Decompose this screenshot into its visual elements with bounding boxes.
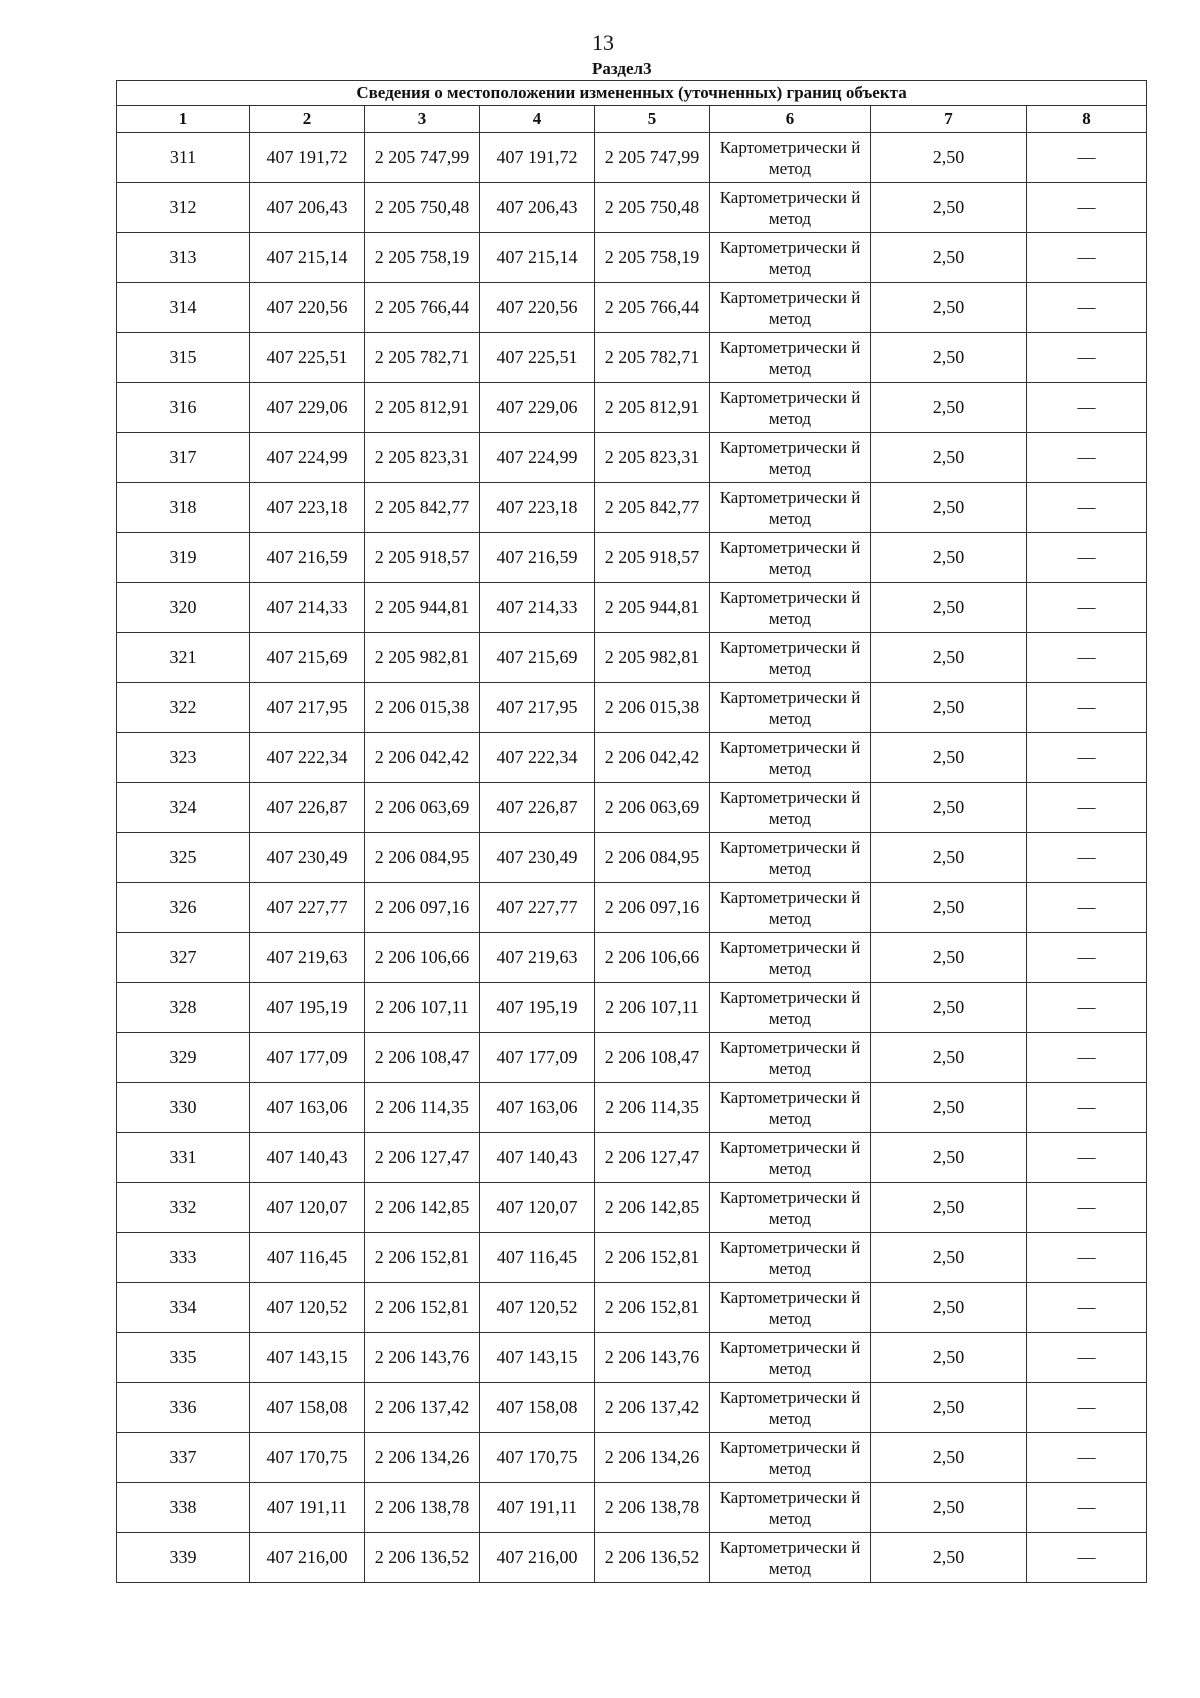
table-row: [117, 1083, 1147, 1133]
y-new-cell: 2 206 152,81: [595, 1283, 710, 1333]
y-old-cell: 2 205 918,57: [365, 533, 480, 583]
method-cell: Картометрически й метод: [710, 1033, 871, 1083]
point-number-cell: 337: [117, 1433, 250, 1483]
method-cell: Картометрически й метод: [710, 283, 871, 333]
x-old-cell: 407 163,06: [250, 1083, 365, 1133]
x-old-cell: 407 227,77: [250, 883, 365, 933]
y-new-cell: 2 205 812,91: [595, 383, 710, 433]
point-number-cell: 323: [117, 733, 250, 783]
y-new-cell: 2 206 138,78: [595, 1483, 710, 1533]
column-number: 4: [480, 106, 595, 133]
accuracy-cell: 2,50: [871, 783, 1027, 833]
point-number-cell: 329: [117, 1033, 250, 1083]
x-new-cell: 407 143,15: [480, 1333, 595, 1383]
accuracy-cell: 2,50: [871, 283, 1027, 333]
x-old-cell: 407 216,00: [250, 1533, 365, 1583]
description-cell: —: [1027, 933, 1147, 983]
y-old-cell: 2 205 982,81: [365, 633, 480, 683]
method-cell: Картометрически й метод: [710, 383, 871, 433]
y-old-cell: 2 205 842,77: [365, 483, 480, 533]
y-new-cell: 2 205 918,57: [595, 533, 710, 583]
accuracy-cell: 2,50: [871, 133, 1027, 183]
table-row: [117, 983, 1147, 1033]
point-number-cell: 330: [117, 1083, 250, 1133]
x-old-cell: 407 206,43: [250, 183, 365, 233]
accuracy-cell: 2,50: [871, 1283, 1027, 1333]
x-new-cell: 407 215,69: [480, 633, 595, 683]
x-new-cell: 407 230,49: [480, 833, 595, 883]
description-cell: —: [1027, 1133, 1147, 1183]
accuracy-cell: 2,50: [871, 1383, 1027, 1433]
x-old-cell: 407 219,63: [250, 933, 365, 983]
accuracy-cell: 2,50: [871, 383, 1027, 433]
method-cell: Картометрически й метод: [710, 683, 871, 733]
y-old-cell: 2 206 015,38: [365, 683, 480, 733]
table-row: [117, 383, 1147, 433]
table-row: [117, 1383, 1147, 1433]
accuracy-cell: 2,50: [871, 1333, 1027, 1383]
method-cell: Картометрически й метод: [710, 1183, 871, 1233]
y-new-cell: 2 206 106,66: [595, 933, 710, 983]
y-new-cell: 2 205 944,81: [595, 583, 710, 633]
x-new-cell: 407 158,08: [480, 1383, 595, 1433]
y-new-cell: 2 205 747,99: [595, 133, 710, 183]
point-number-cell: 322: [117, 683, 250, 733]
description-cell: —: [1027, 1183, 1147, 1233]
y-new-cell: 2 205 766,44: [595, 283, 710, 333]
point-number-cell: 326: [117, 883, 250, 933]
point-number-cell: 331: [117, 1133, 250, 1183]
point-number-cell: 312: [117, 183, 250, 233]
point-number-cell: 334: [117, 1283, 250, 1333]
point-number-cell: 324: [117, 783, 250, 833]
x-old-cell: 407 191,72: [250, 133, 365, 183]
y-new-cell: 2 205 823,31: [595, 433, 710, 483]
y-old-cell: 2 206 063,69: [365, 783, 480, 833]
table-row: [117, 733, 1147, 783]
accuracy-cell: 2,50: [871, 633, 1027, 683]
table-row: [117, 833, 1147, 883]
accuracy-cell: 2,50: [871, 1083, 1027, 1133]
column-number: 8: [1027, 106, 1147, 133]
accuracy-cell: 2,50: [871, 1233, 1027, 1283]
table-row: [117, 1533, 1147, 1583]
method-cell: Картометрически й метод: [710, 133, 871, 183]
point-number-cell: 319: [117, 533, 250, 583]
table-row: [117, 1483, 1147, 1533]
accuracy-cell: 2,50: [871, 1133, 1027, 1183]
accuracy-cell: 2,50: [871, 183, 1027, 233]
table-row: [117, 633, 1147, 683]
description-cell: —: [1027, 1083, 1147, 1133]
method-cell: Картометрически й метод: [710, 933, 871, 983]
table-row: [117, 1283, 1147, 1333]
x-old-cell: 407 229,06: [250, 383, 365, 433]
x-old-cell: 407 230,49: [250, 833, 365, 883]
accuracy-cell: 2,50: [871, 1533, 1027, 1583]
y-new-cell: 2 206 143,76: [595, 1333, 710, 1383]
y-old-cell: 2 205 782,71: [365, 333, 480, 383]
method-cell: Картометрически й метод: [710, 1383, 871, 1433]
point-number-cell: 332: [117, 1183, 250, 1233]
description-cell: —: [1027, 283, 1147, 333]
x-old-cell: 407 191,11: [250, 1483, 365, 1533]
x-old-cell: 407 116,45: [250, 1233, 365, 1283]
y-old-cell: 2 206 107,11: [365, 983, 480, 1033]
accuracy-cell: 2,50: [871, 733, 1027, 783]
y-new-cell: 2 206 134,26: [595, 1433, 710, 1483]
point-number-cell: 313: [117, 233, 250, 283]
column-number: 5: [595, 106, 710, 133]
x-old-cell: 407 222,34: [250, 733, 365, 783]
y-old-cell: 2 206 143,76: [365, 1333, 480, 1383]
method-cell: Картометрически й метод: [710, 1233, 871, 1283]
x-old-cell: 407 140,43: [250, 1133, 365, 1183]
accuracy-cell: 2,50: [871, 683, 1027, 733]
x-old-cell: 407 215,69: [250, 633, 365, 683]
accuracy-cell: 2,50: [871, 883, 1027, 933]
x-old-cell: 407 216,59: [250, 533, 365, 583]
point-number-cell: 333: [117, 1233, 250, 1283]
x-new-cell: 407 222,34: [480, 733, 595, 783]
table-row: [117, 483, 1147, 533]
description-cell: —: [1027, 533, 1147, 583]
description-cell: —: [1027, 833, 1147, 883]
point-number-cell: 339: [117, 1533, 250, 1583]
x-new-cell: 407 191,11: [480, 1483, 595, 1533]
method-cell: Картометрически й метод: [710, 583, 871, 633]
table-row: [117, 1233, 1147, 1283]
y-new-cell: 2 206 127,47: [595, 1133, 710, 1183]
x-new-cell: 407 195,19: [480, 983, 595, 1033]
x-old-cell: 407 224,99: [250, 433, 365, 483]
y-old-cell: 2 205 823,31: [365, 433, 480, 483]
point-number-cell: 327: [117, 933, 250, 983]
y-new-cell: 2 206 152,81: [595, 1233, 710, 1283]
description-cell: —: [1027, 633, 1147, 683]
y-old-cell: 2 206 137,42: [365, 1383, 480, 1433]
accuracy-cell: 2,50: [871, 233, 1027, 283]
y-old-cell: 2 205 747,99: [365, 133, 480, 183]
x-new-cell: 407 177,09: [480, 1033, 595, 1083]
x-old-cell: 407 177,09: [250, 1033, 365, 1083]
y-old-cell: 2 205 758,19: [365, 233, 480, 283]
y-old-cell: 2 206 084,95: [365, 833, 480, 883]
x-new-cell: 407 225,51: [480, 333, 595, 383]
x-new-cell: 407 224,99: [480, 433, 595, 483]
y-new-cell: 2 205 842,77: [595, 483, 710, 533]
y-new-cell: 2 206 042,42: [595, 733, 710, 783]
y-new-cell: 2 205 758,19: [595, 233, 710, 283]
y-new-cell: 2 206 063,69: [595, 783, 710, 833]
method-cell: Картометрически й метод: [710, 333, 871, 383]
y-old-cell: 2 205 812,91: [365, 383, 480, 433]
method-cell: Картометрически й метод: [710, 483, 871, 533]
x-new-cell: 407 120,52: [480, 1283, 595, 1333]
point-number-cell: 315: [117, 333, 250, 383]
method-cell: Картометрически й метод: [710, 233, 871, 283]
method-cell: Картометрически й метод: [710, 1433, 871, 1483]
y-old-cell: 2 206 152,81: [365, 1233, 480, 1283]
x-new-cell: 407 116,45: [480, 1233, 595, 1283]
description-cell: —: [1027, 133, 1147, 183]
description-cell: —: [1027, 1533, 1147, 1583]
method-cell: Картометрически й метод: [710, 1483, 871, 1533]
method-cell: Картометрически й метод: [710, 633, 871, 683]
column-number: 2: [250, 106, 365, 133]
description-cell: —: [1027, 433, 1147, 483]
y-old-cell: 2 205 944,81: [365, 583, 480, 633]
y-new-cell: 2 206 136,52: [595, 1533, 710, 1583]
x-new-cell: 407 140,43: [480, 1133, 595, 1183]
y-new-cell: 2 205 782,71: [595, 333, 710, 383]
description-cell: —: [1027, 1033, 1147, 1083]
description-cell: —: [1027, 1483, 1147, 1533]
table-row: [117, 533, 1147, 583]
table-row: [117, 1183, 1147, 1233]
x-new-cell: 407 215,14: [480, 233, 595, 283]
column-number: 7: [871, 106, 1027, 133]
x-new-cell: 407 206,43: [480, 183, 595, 233]
method-cell: Картометрически й метод: [710, 833, 871, 883]
table-row: [117, 283, 1147, 333]
x-new-cell: 407 120,07: [480, 1183, 595, 1233]
table-row: [117, 1333, 1147, 1383]
method-cell: Картометрически й метод: [710, 1533, 871, 1583]
description-cell: —: [1027, 583, 1147, 633]
table-row: [117, 133, 1147, 183]
x-new-cell: 407 229,06: [480, 383, 595, 433]
point-number-cell: 325: [117, 833, 250, 883]
column-number: 1: [117, 106, 250, 133]
table-row: [117, 183, 1147, 233]
y-new-cell: 2 206 137,42: [595, 1383, 710, 1433]
x-old-cell: 407 195,19: [250, 983, 365, 1033]
y-old-cell: 2 206 108,47: [365, 1033, 480, 1083]
x-old-cell: 407 214,33: [250, 583, 365, 633]
x-old-cell: 407 120,52: [250, 1283, 365, 1333]
description-cell: —: [1027, 483, 1147, 533]
column-number: 6: [710, 106, 871, 133]
y-new-cell: 2 206 108,47: [595, 1033, 710, 1083]
x-new-cell: 407 219,63: [480, 933, 595, 983]
y-old-cell: 2 205 766,44: [365, 283, 480, 333]
x-old-cell: 407 120,07: [250, 1183, 365, 1233]
y-old-cell: 2 206 114,35: [365, 1083, 480, 1133]
x-old-cell: 407 220,56: [250, 283, 365, 333]
y-old-cell: 2 206 138,78: [365, 1483, 480, 1533]
x-old-cell: 407 217,95: [250, 683, 365, 733]
x-old-cell: 407 215,14: [250, 233, 365, 283]
x-old-cell: 407 226,87: [250, 783, 365, 833]
table-row: [117, 233, 1147, 283]
column-number: 3: [365, 106, 480, 133]
description-cell: —: [1027, 883, 1147, 933]
accuracy-cell: 2,50: [871, 433, 1027, 483]
description-cell: —: [1027, 1333, 1147, 1383]
description-cell: —: [1027, 233, 1147, 283]
table-row: [117, 1433, 1147, 1483]
table-row: [117, 1133, 1147, 1183]
x-old-cell: 407 143,15: [250, 1333, 365, 1383]
x-old-cell: 407 223,18: [250, 483, 365, 533]
x-new-cell: 407 216,59: [480, 533, 595, 583]
method-cell: Картометрически й метод: [710, 1333, 871, 1383]
table-caption: Сведения о местоположении измененных (уточненных) границ объекта: [117, 81, 1147, 106]
x-new-cell: 407 223,18: [480, 483, 595, 533]
table-row: [117, 683, 1147, 733]
y-old-cell: 2 205 750,48: [365, 183, 480, 233]
y-new-cell: 2 205 982,81: [595, 633, 710, 683]
y-new-cell: 2 206 114,35: [595, 1083, 710, 1133]
table-row: [117, 433, 1147, 483]
y-old-cell: 2 206 134,26: [365, 1433, 480, 1483]
y-old-cell: 2 206 106,66: [365, 933, 480, 983]
method-cell: Картометрически й метод: [710, 1133, 871, 1183]
x-new-cell: 407 216,00: [480, 1533, 595, 1583]
x-new-cell: 407 226,87: [480, 783, 595, 833]
method-cell: Картометрически й метод: [710, 983, 871, 1033]
accuracy-cell: 2,50: [871, 1433, 1027, 1483]
table-row: [117, 1033, 1147, 1083]
x-old-cell: 407 158,08: [250, 1383, 365, 1433]
table-row: [117, 783, 1147, 833]
accuracy-cell: 2,50: [871, 1183, 1027, 1233]
y-old-cell: 2 206 097,16: [365, 883, 480, 933]
point-number-cell: 320: [117, 583, 250, 633]
table-row: [117, 583, 1147, 633]
y-new-cell: 2 205 750,48: [595, 183, 710, 233]
description-cell: —: [1027, 1233, 1147, 1283]
point-number-cell: 316: [117, 383, 250, 433]
method-cell: Картометрически й метод: [710, 533, 871, 583]
accuracy-cell: 2,50: [871, 1483, 1027, 1533]
point-number-cell: 338: [117, 1483, 250, 1533]
section-title: Раздел3: [592, 59, 652, 78]
method-cell: Картометрически й метод: [710, 183, 871, 233]
x-new-cell: 407 220,56: [480, 283, 595, 333]
description-cell: —: [1027, 1283, 1147, 1333]
description-cell: —: [1027, 1383, 1147, 1433]
description-cell: —: [1027, 183, 1147, 233]
method-cell: Картометрически й метод: [710, 733, 871, 783]
description-cell: —: [1027, 783, 1147, 833]
x-new-cell: 407 170,75: [480, 1433, 595, 1483]
column-number-row: [117, 106, 1147, 133]
table-body: [117, 133, 1147, 1583]
description-cell: —: [1027, 683, 1147, 733]
method-cell: Картометрически й метод: [710, 883, 871, 933]
x-new-cell: 407 163,06: [480, 1083, 595, 1133]
y-new-cell: 2 206 097,16: [595, 883, 710, 933]
point-number-cell: 321: [117, 633, 250, 683]
method-cell: Картометрически й метод: [710, 1083, 871, 1133]
boundary-coordinates-table: [116, 80, 1147, 1583]
y-new-cell: 2 206 015,38: [595, 683, 710, 733]
y-old-cell: 2 206 127,47: [365, 1133, 480, 1183]
point-number-cell: 318: [117, 483, 250, 533]
y-new-cell: 2 206 107,11: [595, 983, 710, 1033]
description-cell: —: [1027, 383, 1147, 433]
x-new-cell: 407 191,72: [480, 133, 595, 183]
table-row: [117, 933, 1147, 983]
accuracy-cell: 2,50: [871, 533, 1027, 583]
point-number-cell: 314: [117, 283, 250, 333]
description-cell: —: [1027, 333, 1147, 383]
point-number-cell: 336: [117, 1383, 250, 1433]
y-old-cell: 2 206 136,52: [365, 1533, 480, 1583]
point-number-cell: 335: [117, 1333, 250, 1383]
x-new-cell: 407 217,95: [480, 683, 595, 733]
description-cell: —: [1027, 733, 1147, 783]
accuracy-cell: 2,50: [871, 833, 1027, 883]
method-cell: Картометрически й метод: [710, 783, 871, 833]
accuracy-cell: 2,50: [871, 483, 1027, 533]
point-number-cell: 317: [117, 433, 250, 483]
y-new-cell: 2 206 142,85: [595, 1183, 710, 1233]
accuracy-cell: 2,50: [871, 1033, 1027, 1083]
point-number-cell: 328: [117, 983, 250, 1033]
y-new-cell: 2 206 084,95: [595, 833, 710, 883]
y-old-cell: 2 206 042,42: [365, 733, 480, 783]
table-row: [117, 333, 1147, 383]
accuracy-cell: 2,50: [871, 933, 1027, 983]
x-old-cell: 407 170,75: [250, 1433, 365, 1483]
accuracy-cell: 2,50: [871, 983, 1027, 1033]
y-old-cell: 2 206 142,85: [365, 1183, 480, 1233]
table-row: [117, 883, 1147, 933]
x-new-cell: 407 214,33: [480, 583, 595, 633]
method-cell: Картометрически й метод: [710, 433, 871, 483]
page-number: 13: [592, 30, 614, 55]
point-number-cell: 311: [117, 133, 250, 183]
y-old-cell: 2 206 152,81: [365, 1283, 480, 1333]
description-cell: —: [1027, 983, 1147, 1033]
accuracy-cell: 2,50: [871, 333, 1027, 383]
x-new-cell: 407 227,77: [480, 883, 595, 933]
x-old-cell: 407 225,51: [250, 333, 365, 383]
accuracy-cell: 2,50: [871, 583, 1027, 633]
method-cell: Картометрически й метод: [710, 1283, 871, 1333]
description-cell: —: [1027, 1433, 1147, 1483]
